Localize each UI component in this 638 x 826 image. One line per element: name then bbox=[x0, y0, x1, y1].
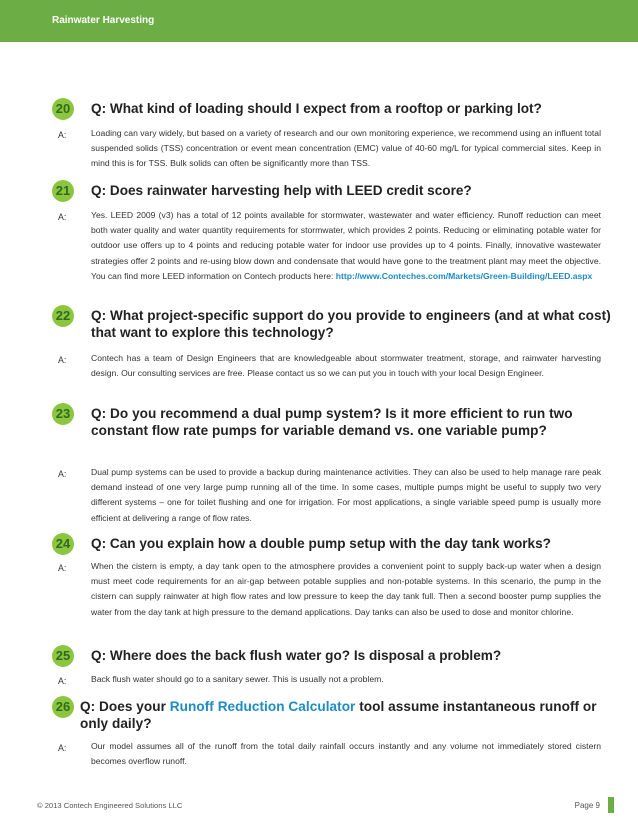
answer-text: Dual pump systems can be used to provide a backup during maintenance activities. They can also be used to help manage rare peak demand instead of one very large pump running all of the time. In some cases, multiple pumps might be useful to supply two very different systems – one for toilet flushing and one for irrigation. For most applications, a single variable speed pump is usually more efficient at delivering a range of flow rates. bbox=[91, 467, 601, 523]
question-number-badge: 23 bbox=[52, 403, 74, 425]
footer-accent-bar bbox=[608, 797, 614, 813]
question-text-end: tool assume instantaneous runoff or only daily? bbox=[80, 699, 597, 731]
question-number-badge: 25 bbox=[52, 645, 74, 667]
answer-text: When the cistern is empty, a day tank open to the atmosphere provides a convenient point to supply back-up water when a design must meet code requirements for an air-gap between potable supplies and non-potable systems. In this scenario, the pump in the cistern can supply rainwater at high flow rates and low pressure to keep the day tank full. Then a second booster pump supplies the water from the day tank at high pressure to the demand applications. Day tanks can also be used to dose and monitor chlorine. bbox=[91, 561, 601, 617]
question-number-badge: 24 bbox=[52, 533, 74, 555]
answer-body: Yes. LEED 2009 (v3) has a total of 12 points available for stormwater, wastewater and water efficiency. Runoff reduction can meet both water quality and water quantity requirements for stormwater, which provides 2 points. Reducing or eliminating potable water for outdoor use offers up to 4 points and reducing potable water for indoor use provides up to 4 points. Finally, innovative wastewater strategies offer 2 points and re-using blow down and condensate that would have gone to the treatment plant may meet the objective. You can find more LEED information on Contech products here: bbox=[91, 210, 601, 281]
question-text: Q: Can you explain how a double pump setup with the day tank works? bbox=[91, 536, 551, 551]
question-text: Q: What project-specific support do you provide to engineers (and at what cost) that want to explore this technology? bbox=[91, 308, 611, 340]
answer-label: A: bbox=[58, 469, 67, 479]
footer-copyright: © 2013 Contech Engineered Solutions LLC bbox=[37, 801, 183, 810]
answer-text: Back flush water should go to a sanitary sewer. This is usually not a problem. bbox=[91, 674, 384, 684]
answer-label: A: bbox=[58, 676, 67, 686]
question-number-badge: 21 bbox=[52, 180, 74, 202]
question-number-badge: 22 bbox=[52, 305, 74, 327]
question-number-badge: 26 bbox=[52, 696, 74, 718]
answer-label: A: bbox=[58, 355, 67, 365]
answer-text: Our model assumes all of the runoff from the total daily rainfall occurs instantly and any volume not immediately stored cistern becomes overflow runoff. bbox=[91, 741, 601, 767]
runoff-calculator-link[interactable]: Runoff Reduction Calculator bbox=[169, 699, 356, 714]
leed-info-link[interactable]: http://www.Conteches.com/Markets/Green-Building/LEED.aspx bbox=[335, 270, 593, 281]
footer-page-number: Page 9 bbox=[574, 801, 600, 810]
question-text: Q: Does rainwater harvesting help with LEED credit score? bbox=[91, 183, 472, 198]
page-header bbox=[0, 0, 638, 42]
answer-label: A: bbox=[58, 130, 67, 140]
answer-text: Loading can vary widely, but based on a variety of research and our own monitoring experience, we recommend using an influent total suspended solids (TSS) concentration or event mean concentration (EMC) value of 40-60 mg/L for typical commercial sites. Keep in mind this is for TSS. Bulk solids can often be significantly more than TSS. bbox=[91, 128, 601, 169]
question-text bbox=[80, 698, 606, 732]
question-text: Q: What kind of loading should I expect from a rooftop or parking lot? bbox=[91, 101, 542, 116]
answer-text: Contech has a team of Design Engineers that are knowledgeable about stormwater treatment, storage, and rainwater harvesting design. Our consulting services are free. Please contact us so we can put you in touch with your local Design Engineer. bbox=[91, 353, 601, 379]
question-number-badge: 20 bbox=[52, 98, 74, 120]
answer-label: A: bbox=[58, 743, 67, 753]
header-title: Rainwater Harvesting bbox=[52, 15, 155, 26]
question-text-start: Q: Does your bbox=[80, 699, 170, 714]
answer-label: A: bbox=[58, 563, 67, 573]
answer-text bbox=[91, 208, 601, 284]
answer-label: A: bbox=[58, 212, 67, 222]
question-text: Q: Where does the back flush water go? Is disposal a problem? bbox=[91, 648, 502, 663]
question-text: Q: Do you recommend a dual pump system? Is it more efficient to run two constant flow rate pumps for variable demand vs. one variable pump? bbox=[91, 406, 573, 438]
